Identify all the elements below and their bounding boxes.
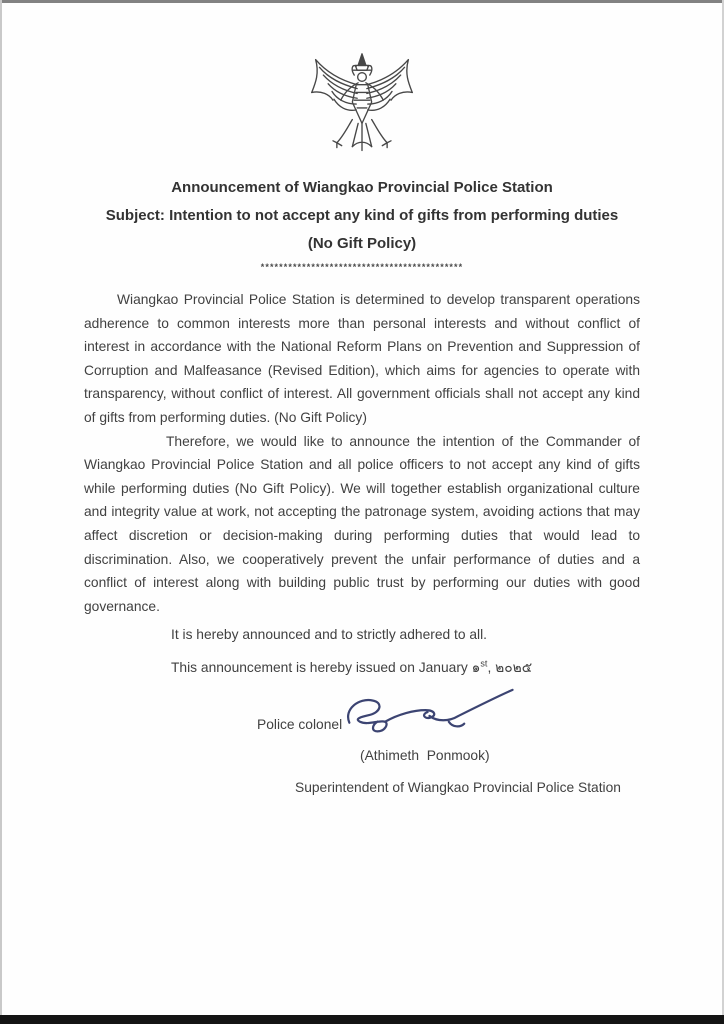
signer-title: Superintendent of Wiangkao Provincial Police Station (295, 780, 621, 796)
signer-rank: Police colonel (257, 716, 343, 732)
signer-name: (Athimeth Ponmook) (360, 747, 490, 763)
subject-line: Subject: Intention to not accept any kind of gifts from performing duties (105, 207, 619, 224)
document-header (84, 174, 640, 273)
closing-statement: It is hereby announced and to strictly adhered to all. (171, 627, 487, 643)
paragraph-2: Therefore, we would like to announce the intention of the Commander of Wiangkao Provincial Police Station and all police officers to not accept any kind of gifts while performing duties (No Gift Policy). We will together establish organizational culture and integrity value at work, not accepting the patronage system, avoiding actions that may affect discretion or decision-making during performing duties that would lead to discrimination. Also, we cooperatively prevent the unfair performance of duties and a conflict of interest along with building public trust by performing our duties with good governance. (84, 433, 640, 614)
scan-edge-left (0, 0, 2, 1024)
scan-edge-top (0, 0, 724, 3)
paragraph-1: Wiangkao Provincial Police Station is determined to develop transparent operations adherence to common interests more than personal interests and without conflict of interest in accordance with the National Reform Plans on Prevention and Suppression of Corruption and Malfeasance (Revised Edition), which aims for agencies to operate with transparency, without conflict of interest. All government officials shall not accept any kind of gifts from performing duties. (No Gift Policy) (84, 292, 640, 425)
policy-line: (No Gift Policy) (307, 235, 417, 252)
issued-date-line (171, 656, 640, 680)
document-content (0, 50, 724, 800)
garuda-emblem-icon (304, 50, 420, 162)
issued-prefix: This announcement is hereby issued on January (171, 659, 472, 675)
announcement-title: Announcement of Wiangkao Provincial Police Station (171, 179, 553, 196)
issued-year-thai-numerals: , ๒๐๒๕ (487, 659, 533, 675)
issued-ordinal: st (480, 658, 488, 669)
handwritten-signature (334, 686, 524, 742)
document-body (84, 288, 640, 800)
signature-row (84, 686, 640, 744)
issued-day-thai-numeral: ๑ (471, 659, 481, 675)
scan-edge-bottom (0, 1015, 724, 1024)
asterisk-divider: ******************************************** (260, 262, 464, 272)
